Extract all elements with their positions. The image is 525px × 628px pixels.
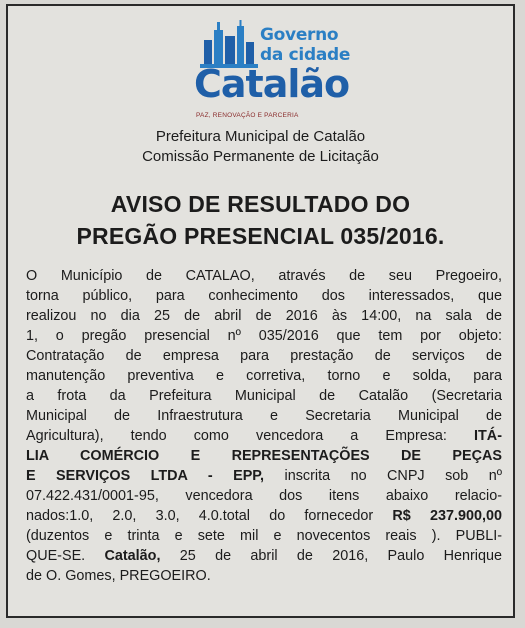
body-line: (duzentos e trinta e sete mil e novecentos reais ). PUBLI-: [26, 528, 502, 544]
body-line: 1, o pregão presencial nº 035/2016 que tem por objeto:: [26, 328, 502, 344]
total-value: R$ 237.900,00: [392, 508, 503, 524]
body-line: [26, 466, 502, 486]
city-skyline-icon: [200, 20, 258, 68]
commission-name: Comissão Permanente de Licitação: [142, 148, 379, 165]
city-logo: [194, 18, 354, 122]
company-name-end: E SERVIÇOS LTDA - EPP,: [26, 468, 265, 484]
body-text: QUE-SE.: [26, 548, 86, 564]
organization-name: Prefeitura Municipal de Catalão: [155, 128, 366, 145]
body-line: manutenção preventiva e corretiva, torno e solda, para: [26, 368, 502, 384]
body-text: 25 de abril de 2016, Paulo Henrique: [179, 548, 503, 564]
body-line: Contratação de empresa para prestação de serviços de: [26, 348, 502, 364]
body-line: Municipal de Infraestrutura e Secretaria Municipal de: [26, 408, 502, 424]
notice-title-line2: PREGÃO PRESENCIAL 035/2016.: [76, 223, 445, 249]
body-line: [26, 426, 502, 446]
logo-text-catalao: Catalão: [194, 62, 350, 106]
notice-box: [6, 4, 515, 618]
body-line: a frota da Prefeitura Municipal de Catalão (Secretaria: [26, 388, 502, 404]
body-line: 07.422.431/0001-95, vencedora dos itens abaixo relacio-: [26, 488, 502, 504]
notice-body: [26, 266, 502, 586]
body-text: nados:1.0, 2.0, 3.0, 4.0.total do fornecedor: [26, 508, 374, 524]
body-line: [26, 506, 502, 526]
logo-text-governo: Governo: [260, 25, 339, 45]
notice-title-line1: AVISO DE RESULTADO DO: [110, 191, 411, 217]
logo-text-cidade: da cidade: [260, 45, 351, 65]
body-line: O Município de CATALAO, através de seu Pregoeiro,: [26, 268, 502, 284]
body-line: torna público, para conhecimento dos interessados, que: [26, 288, 502, 304]
body-line: de O. Gomes, PREGOEIRO.: [26, 568, 211, 584]
body-text: Agricultura), tendo como vencedora a Empresa:: [26, 428, 447, 444]
logo-slogan: PAZ, RENOVAÇÃO E PARCERIA: [196, 112, 299, 119]
city-name: Catalão,: [104, 548, 161, 564]
body-line: realizou no dia 25 de abril de 2016 às 14:00, na sala de: [26, 308, 502, 324]
company-name-start: ITÁ-: [474, 428, 502, 444]
body-text: inscrita no CNPJ sob nº: [284, 468, 503, 484]
company-name-line: LIA COMÉRCIO E REPRESENTAÇÕES DE PEÇAS: [26, 448, 502, 464]
body-line: [26, 546, 502, 566]
